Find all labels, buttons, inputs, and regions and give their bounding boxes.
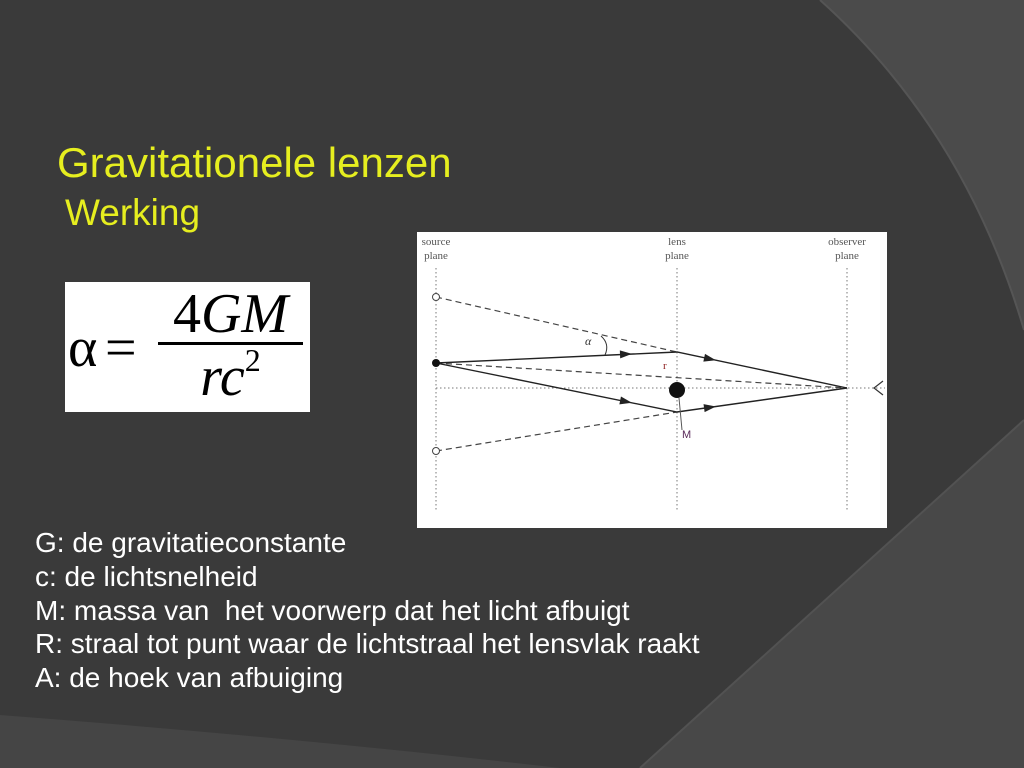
source-point bbox=[432, 359, 440, 367]
formula-numerator bbox=[158, 283, 303, 345]
slide-subtitle: Werking bbox=[65, 192, 201, 233]
formula-denominator bbox=[158, 342, 303, 412]
alpha-label: α bbox=[585, 334, 592, 348]
lensing-diagram-svg bbox=[417, 232, 887, 528]
observer-eye-icon bbox=[874, 381, 883, 395]
definitions-list bbox=[35, 526, 700, 695]
definition-r: R: straal tot punt waar de lichtstraal het lensvlak raakt bbox=[35, 628, 700, 660]
numerator-coefficient: 4 bbox=[172, 283, 201, 345]
alpha-arc bbox=[601, 336, 607, 355]
apparent-ray-lower bbox=[436, 412, 677, 451]
image-point-upper bbox=[433, 294, 440, 301]
formula-fraction bbox=[158, 283, 303, 412]
arrow-upper-outgoing bbox=[703, 354, 716, 364]
formula-alpha: α bbox=[68, 317, 98, 379]
mass-pointer-line bbox=[679, 398, 682, 430]
lens-mass bbox=[669, 382, 685, 398]
deflection-formula bbox=[65, 282, 310, 412]
source-plane-label-1: source bbox=[421, 236, 451, 248]
definition-a: A: de hoek van afbuiging bbox=[35, 662, 344, 694]
source-plane-label-2: plane bbox=[424, 250, 448, 262]
numerator-variables: GM bbox=[200, 283, 289, 345]
observer-plane-label-1: observer bbox=[828, 236, 866, 248]
definition-g: G: de gravitatieconstante bbox=[35, 527, 347, 558]
arrow-upper-incoming bbox=[620, 350, 632, 359]
r-label: r bbox=[663, 360, 667, 372]
light-ray-upper bbox=[436, 352, 847, 388]
denominator-exponent: 2 bbox=[244, 342, 261, 378]
definition-m: M: massa van het voorwerp dat het licht afbuigt bbox=[35, 594, 630, 626]
slide-title: Gravitationele lenzen bbox=[57, 139, 452, 186]
observer-plane-label-2: plane bbox=[835, 250, 859, 262]
lensing-diagram bbox=[417, 232, 887, 528]
arrow-lower-incoming bbox=[619, 396, 632, 406]
definition-c: c: de lichtsnelheid bbox=[35, 560, 258, 592]
apparent-ray-upper bbox=[436, 297, 677, 352]
formula-equals: = bbox=[105, 317, 137, 379]
denominator-variables: rc bbox=[200, 346, 245, 408]
image-point-lower bbox=[433, 448, 440, 455]
m-label: M bbox=[682, 429, 692, 441]
lens-plane-label-2: plane bbox=[665, 250, 689, 262]
lens-plane-label-1: lens bbox=[668, 236, 686, 248]
